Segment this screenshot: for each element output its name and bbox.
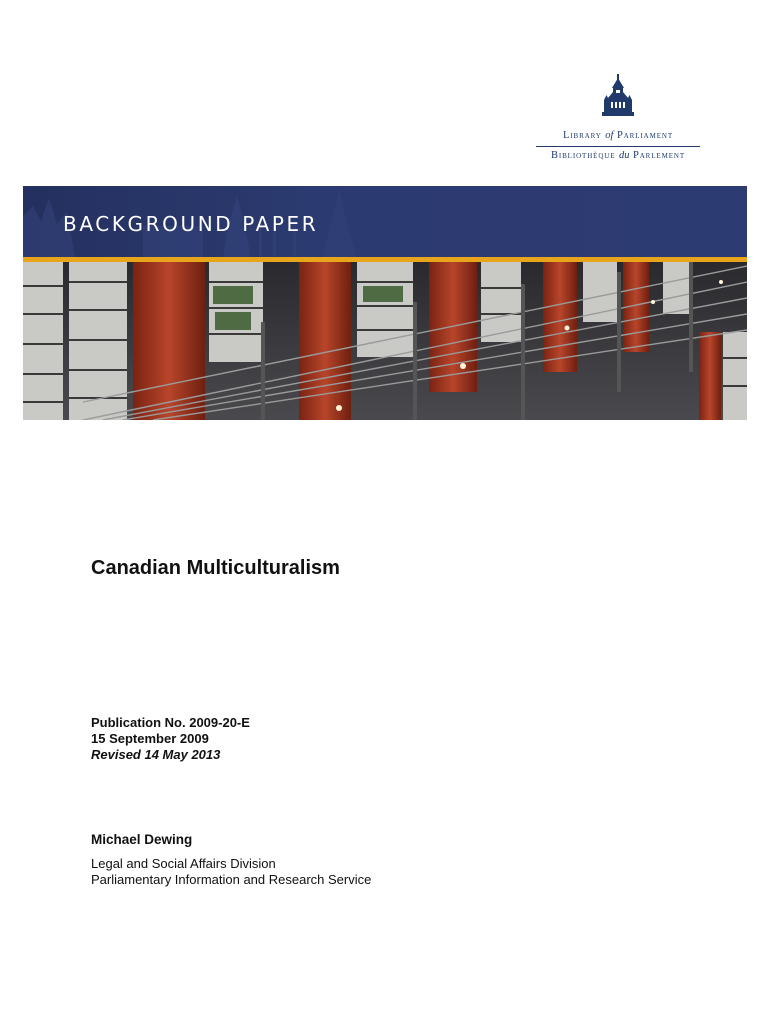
document-title: Canadian Multiculturalism (91, 557, 340, 579)
banner-title: BACKGROUND PAPER (63, 212, 319, 236)
logo-text-english-part2: of (605, 130, 614, 141)
library-stacks-photo (23, 262, 747, 420)
logo-text-french-part2: du (618, 150, 630, 161)
logo-text-english-part1: Library (562, 130, 606, 141)
logo-text-french-part1: Bibliothèque (550, 150, 619, 161)
division-name: Legal and Social Affairs Division (91, 856, 276, 871)
parliament-building-icon (600, 74, 636, 120)
logo-text-english-part3: Parliament (613, 130, 674, 141)
logo-text-english (530, 130, 706, 141)
publication-number: Publication No. 2009-20-E (91, 715, 250, 730)
publication-date: 15 September 2009 (91, 731, 209, 746)
author-affiliation (91, 856, 371, 888)
logo-text-french (530, 150, 706, 161)
service-name: Parliamentary Information and Research Service (91, 872, 372, 887)
author-name: Michael Dewing (91, 832, 193, 847)
library-of-parliament-logo (530, 74, 706, 166)
banner-title-bar (23, 186, 747, 257)
logo-divider (536, 146, 700, 147)
revision-date: Revised 14 May 2013 (91, 747, 221, 762)
logo-text-french-part3: Parlement (629, 150, 686, 161)
publication-info (91, 715, 250, 763)
background-paper-banner (23, 186, 747, 420)
